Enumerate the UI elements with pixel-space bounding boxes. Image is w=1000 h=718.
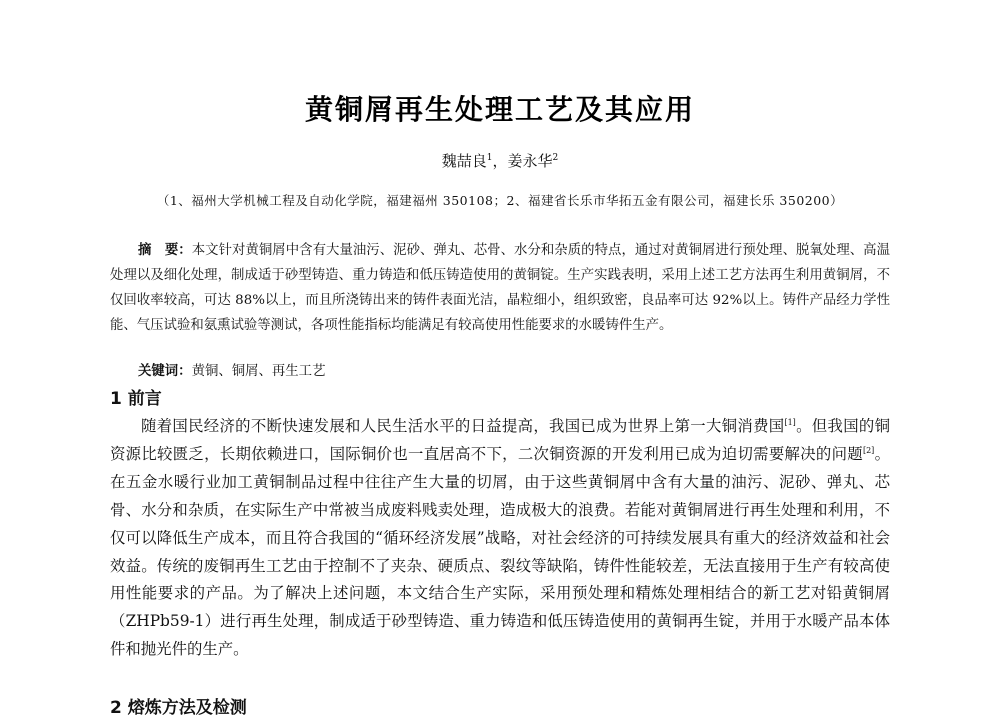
author-separator: ， (492, 152, 508, 170)
keywords-line (138, 360, 325, 379)
affiliation-line: （1、福州大学机械工程及自动化学院，福建福州 350108；2、福建省长乐市华拓五金有限公司，福建长乐 350200） (156, 193, 844, 208)
body-text: 。但我国的铜资源比较匮乏，长期依赖进口，国际铜价也一直居高不下，二次铜资源的开发利用已成为迫切需要解决的问题 (110, 417, 890, 463)
keywords-label: 关键词： (138, 363, 192, 379)
author-name: 魏喆良 (441, 152, 487, 170)
citation-ref: [1] (784, 417, 796, 427)
affiliation-marker: 2 (552, 153, 559, 163)
author-line (0, 150, 1000, 171)
abstract-text: 本文针对黄铜屑中含有大量油污、泥砂、弹丸、芯骨、水分和杂质的特点，通过对黄铜屑进行预处理、脱氧处理、高温处理以及细化处理，制成适于砂型铸造、重力铸造和低压铸造使用的黄铜锭。生产实践表明，采用上述工艺方法再生利用黄铜屑，不仅回收率较高，可达 88%以上，而且所浇铸出来的铸件表面光洁，晶粒细小，组织致密，良品率可达 92%以上。铸件产品经力学性能、气压试验和氨熏试验等测试，各项性能指标均能满足有较高使用性能要求的水暖铸件生产。 (110, 243, 890, 333)
section-heading: 2 熔炼方法及检测 (110, 698, 247, 718)
abstract-label: 摘 要： (138, 242, 192, 258)
abstract-paragraph (110, 238, 890, 338)
citation-ref: [2] (862, 445, 875, 455)
body-paragraph (110, 413, 890, 664)
affiliation-marker: 1 (486, 153, 493, 163)
keywords-text: 黄铜、铜屑、再生工艺 (191, 364, 326, 379)
body-text: 随着国民经济的不断快速发展和人民生活水平的日益提高，我国已成为世界上第一大铜消费国 (141, 417, 785, 435)
section-heading: 1 前言 (110, 389, 162, 409)
paper-title: 黄铜屑再生处理工艺及其应用 (304, 93, 695, 126)
author-name: 姜永华 (507, 152, 553, 170)
body-text: 。在五金水暖行业加工黄铜制品过程中往往产生大量的切屑，由于这些黄铜屑中含有大量的油污、泥砂、弹丸、芯骨、水分和杂质，在实际生产中常被当成废料贱卖处理，造成极大的浪费。若能对黄铜屑进行再生处理和利用，不仅可以降低生产成本，而且符合我国的“循环经济发展”战略，对社会经济的可持续发展具有重大的经济效益和社会效益。传统的废铜再生工艺由于控制不了夹杂、硬质点、裂纹等缺陷，铸件性能较差，无法直接用于生产有较高使用性能要求的产品。为了解决上述问题，本文结合生产实际，采用预处理和精炼处理相结合的新工艺对铅黄铜屑（ZHPb59-1）进行再生处理，制成适于砂型铸造、重力铸造和低压铸造使用的黄铜再生锭，并用于水暖产品本体件和抛光件的生产。 (110, 444, 890, 659)
